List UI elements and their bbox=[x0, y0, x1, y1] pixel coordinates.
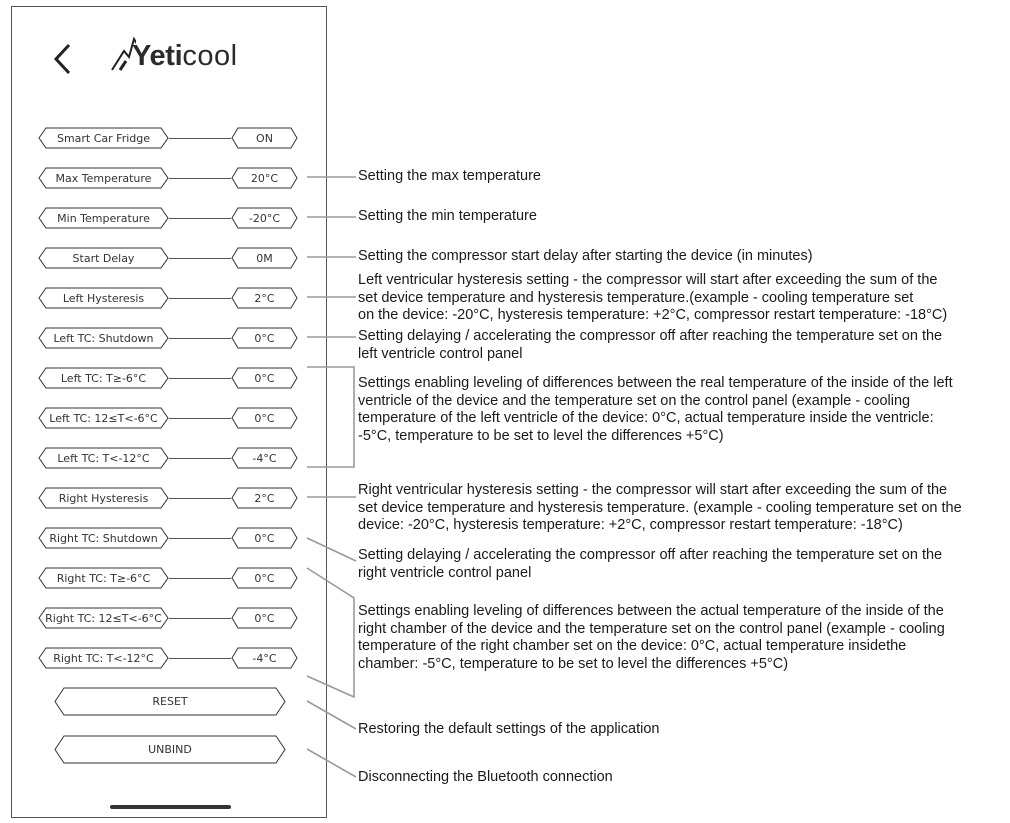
setting-row-min-temperature bbox=[38, 207, 300, 229]
setting-label: Right TC: Shutdown bbox=[38, 527, 169, 549]
setting-value-button[interactable]: -20°C bbox=[231, 207, 298, 229]
setting-label: Right TC: T<-12°C bbox=[38, 647, 169, 669]
annotation-left-hysteresis: Left ventricular hysteresis setting - the compressor will start after exceeding the sum of the set device temperature and hysteresis temperature.(example - cooling temperature set on the device: -20°C, hysteresis temperature: +2°C, compressor restart temperature: -18°C) bbox=[358, 272, 948, 323]
setting-label: Min Temperature bbox=[38, 207, 169, 229]
setting-value-button[interactable]: 2°C bbox=[231, 487, 298, 509]
annotation-reset: Restoring the default settings of the application bbox=[358, 721, 660, 737]
setting-value-button[interactable]: 0°C bbox=[231, 327, 298, 349]
setting-value-button[interactable]: ON bbox=[231, 127, 298, 149]
setting-label: Left TC: Shutdown bbox=[38, 327, 169, 349]
setting-row-left-tc-t-12-c bbox=[38, 447, 300, 469]
connector-line bbox=[169, 538, 231, 539]
annotation-max-temperature: Setting the max temperature bbox=[358, 168, 541, 184]
setting-label: Left TC: T≥-6°C bbox=[38, 367, 169, 389]
unbind-button-label: UNBIND bbox=[148, 743, 192, 756]
setting-row-left-tc-t-6-c bbox=[38, 367, 300, 389]
connector-line bbox=[169, 218, 231, 219]
setting-value-button[interactable]: 0°C bbox=[231, 607, 298, 629]
setting-row-right-tc-12-t-6-c bbox=[38, 607, 300, 629]
reset-button[interactable] bbox=[54, 687, 286, 716]
connector-line bbox=[169, 338, 231, 339]
setting-label: Right TC: 12≤T<-6°C bbox=[38, 607, 169, 629]
setting-label: Smart Car Fridge bbox=[38, 127, 169, 149]
setting-label: Start Delay bbox=[38, 247, 169, 269]
setting-value-button[interactable]: 0°C bbox=[231, 367, 298, 389]
annotation-right-shutdown: Setting delaying / accelerating the compressor off after reaching the temperature set on the right ventricle control panel bbox=[358, 547, 943, 581]
setting-label: Right TC: T≥-6°C bbox=[38, 567, 169, 589]
setting-row-left-tc-shutdown bbox=[38, 327, 300, 349]
annotation-right-hysteresis: Right ventricular hysteresis setting - the compressor will start after exceeding the sum of the set device temperature and hysteresis temperature. (example - cooling temperature set on the device: -20°C, hysteresis temperature: +2°C, compressor restart temperature: -18°C) bbox=[358, 482, 962, 533]
setting-value-button[interactable]: 20°C bbox=[231, 167, 298, 189]
yeticool-logo bbox=[110, 29, 238, 73]
connector-line bbox=[169, 258, 231, 259]
setting-row-start-delay bbox=[38, 247, 300, 269]
connector-line bbox=[169, 298, 231, 299]
setting-value-button[interactable]: 2°C bbox=[231, 287, 298, 309]
connector-line bbox=[169, 498, 231, 499]
setting-value-button[interactable]: -4°C bbox=[231, 647, 298, 669]
logo-text-bold: Yeti bbox=[132, 40, 183, 72]
chevron-left-icon bbox=[50, 42, 76, 76]
setting-value-button[interactable]: 0M bbox=[231, 247, 298, 269]
setting-label: Left TC: T<-12°C bbox=[38, 447, 169, 469]
setting-value-button[interactable]: 0°C bbox=[231, 527, 298, 549]
setting-value-button[interactable]: 0°C bbox=[231, 567, 298, 589]
setting-label: Left Hysteresis bbox=[38, 287, 169, 309]
annotation-start-delay: Setting the compressor start delay after starting the device (in minutes) bbox=[358, 248, 813, 264]
setting-row-left-tc-12-t-6-c bbox=[38, 407, 300, 429]
connector-line bbox=[169, 578, 231, 579]
reset-button-label: RESET bbox=[152, 695, 188, 708]
connector-line bbox=[169, 458, 231, 459]
annotation-left-shutdown: Setting delaying / accelerating the compressor off after reaching the temperature set on the left ventricle control panel bbox=[358, 328, 943, 362]
setting-row-right-tc-t-12-c bbox=[38, 647, 300, 669]
connector-line bbox=[169, 658, 231, 659]
annotation-unbind: Disconnecting the Bluetooth connection bbox=[358, 769, 613, 785]
setting-value-button[interactable]: -4°C bbox=[231, 447, 298, 469]
setting-label: Left TC: 12≤T<-6°C bbox=[38, 407, 169, 429]
connector-line bbox=[169, 378, 231, 379]
setting-label: Max Temperature bbox=[38, 167, 169, 189]
setting-value-button[interactable]: 0°C bbox=[231, 407, 298, 429]
setting-label: Right Hysteresis bbox=[38, 487, 169, 509]
setting-row-right-hysteresis bbox=[38, 487, 300, 509]
setting-row-max-temperature bbox=[38, 167, 300, 189]
setting-row-right-tc-shutdown bbox=[38, 527, 300, 549]
setting-row-left-hysteresis bbox=[38, 287, 300, 309]
connector-line bbox=[169, 178, 231, 179]
annotation-right-tc: Settings enabling leveling of differences between the actual temperature of the inside of the right chamber of the device and the temperature set on the control panel (example - cooling temperature of the right chamber set on the device: 0°C, actual temperature insidethe chamber: -5°C, temperature to be set to level the differences +5°C) bbox=[358, 603, 945, 672]
home-indicator bbox=[110, 805, 231, 809]
setting-row-right-tc-t-6-c bbox=[38, 567, 300, 589]
unbind-button[interactable] bbox=[54, 735, 286, 764]
annotation-left-tc: Settings enabling leveling of differences between the real temperature of the inside of the left ventricle of the device and the temperature set on the control panel (example - cooling temperature of the left ventricle of the device: 0°C, actual temperature inside the ventricle: -5°C, temperature to be set to level the differences +5°C) bbox=[358, 375, 953, 444]
setting-row-smart-car-fridge bbox=[38, 127, 300, 149]
back-button[interactable] bbox=[50, 42, 76, 76]
logo-text-light: cool bbox=[182, 40, 238, 72]
connector-line bbox=[169, 138, 231, 139]
connector-line bbox=[169, 418, 231, 419]
connector-line bbox=[169, 618, 231, 619]
annotation-min-temperature: Setting the min temperature bbox=[358, 208, 537, 224]
